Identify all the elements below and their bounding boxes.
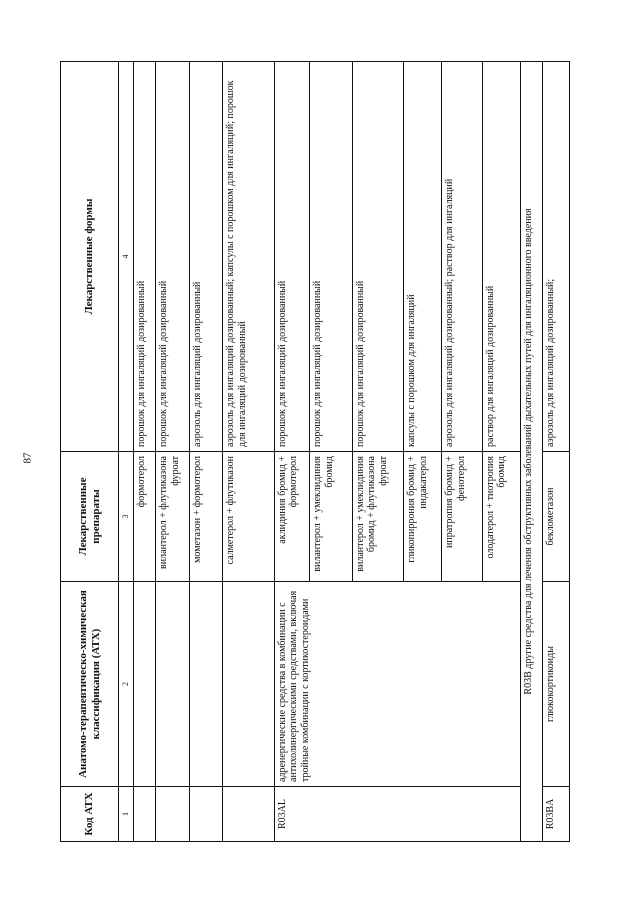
classification-cell xyxy=(223,582,274,787)
form-cell: раствор для ингаляций дозированный xyxy=(482,62,520,452)
page-number: 87 xyxy=(21,452,34,464)
header-drugs: Лекарственные препараты xyxy=(61,452,119,582)
rotated-page xyxy=(60,62,570,842)
drug-cell: аклидиния бромид + формотерол xyxy=(274,452,310,582)
form-cell: аэрозоль для ингаляций дозированный xyxy=(189,62,223,452)
column-number: 4 xyxy=(119,62,134,452)
form-cell: аэрозоль для ингаляций дозированный; xyxy=(543,62,570,452)
drug-cell: вилантерол + умеклидиния бромид + флутиказона фуроат xyxy=(352,452,403,582)
table-row xyxy=(189,62,223,842)
column-number: 2 xyxy=(119,582,134,787)
classification-cell: адренергические средства в комбинации с антихолинергическими средствами, включая тройные комбинации с кортикостероидами xyxy=(274,582,520,787)
table-row xyxy=(543,62,570,842)
drug-table xyxy=(60,61,570,842)
header-classification: Анатомо-терапевтическо-химическая классификация (АТХ) xyxy=(61,582,119,787)
drug-cell: олодатерол + тиотропия бромид xyxy=(482,452,520,582)
table-row xyxy=(274,62,310,842)
table-row xyxy=(133,62,155,842)
drug-cell: беклометазон xyxy=(543,452,570,582)
header-code: Код АТХ xyxy=(61,787,119,842)
drug-cell: гликопиррония бромид + индакатерол xyxy=(404,452,442,582)
classification-cell xyxy=(189,582,223,787)
drug-cell: вилантерол + умеклидиния бромид xyxy=(310,452,353,582)
form-cell: порошок для ингаляций дозированный xyxy=(274,62,310,452)
code-cell: R03BA xyxy=(543,787,570,842)
drug-cell: ипратропия бромид + фенотерол xyxy=(442,452,482,582)
code-cell xyxy=(223,787,274,842)
column-number-row xyxy=(119,62,134,842)
form-cell: капсулы с порошком для ингаляций xyxy=(404,62,442,452)
form-cell: аэрозоль для ингаляций дозированный; раствор для ингаляций xyxy=(442,62,482,452)
classification-cell xyxy=(156,582,190,787)
drug-cell: формотерол xyxy=(133,452,155,582)
form-cell: порошок для ингаляций дозированный xyxy=(352,62,403,452)
drug-cell: вилантерол + флутиказона фуроат xyxy=(156,452,190,582)
form-cell: порошок для ингаляций дозированный xyxy=(133,62,155,452)
code-cell xyxy=(133,787,155,842)
table-row xyxy=(156,62,190,842)
code-cell: R03AL xyxy=(274,787,520,842)
form-cell: аэрозоль для ингаляций дозированный; капсулы с порошком для ингаляций; порошок для ингаляций дозированный xyxy=(223,62,274,452)
code-cell xyxy=(189,787,223,842)
drug-cell: салметерол + флутиказон xyxy=(223,452,274,582)
drug-cell: мометазон + формотерол xyxy=(189,452,223,582)
form-cell: порошок для ингаляций дозированный xyxy=(156,62,190,452)
header-row xyxy=(61,62,119,842)
section-row xyxy=(520,62,542,842)
code-cell xyxy=(156,787,190,842)
table-row xyxy=(223,62,274,842)
header-forms: Лекарственные формы xyxy=(61,62,119,452)
classification-cell xyxy=(133,582,155,787)
column-number: 3 xyxy=(119,452,134,582)
column-number: 1 xyxy=(119,787,134,842)
form-cell: порошок для ингаляций дозированный xyxy=(310,62,353,452)
classification-cell: глюкокортикоиды xyxy=(543,582,570,787)
section-heading: R03B другие средства для лечения обструктивных заболеваний дыхательных путей для ингаляционного введения xyxy=(520,62,542,842)
